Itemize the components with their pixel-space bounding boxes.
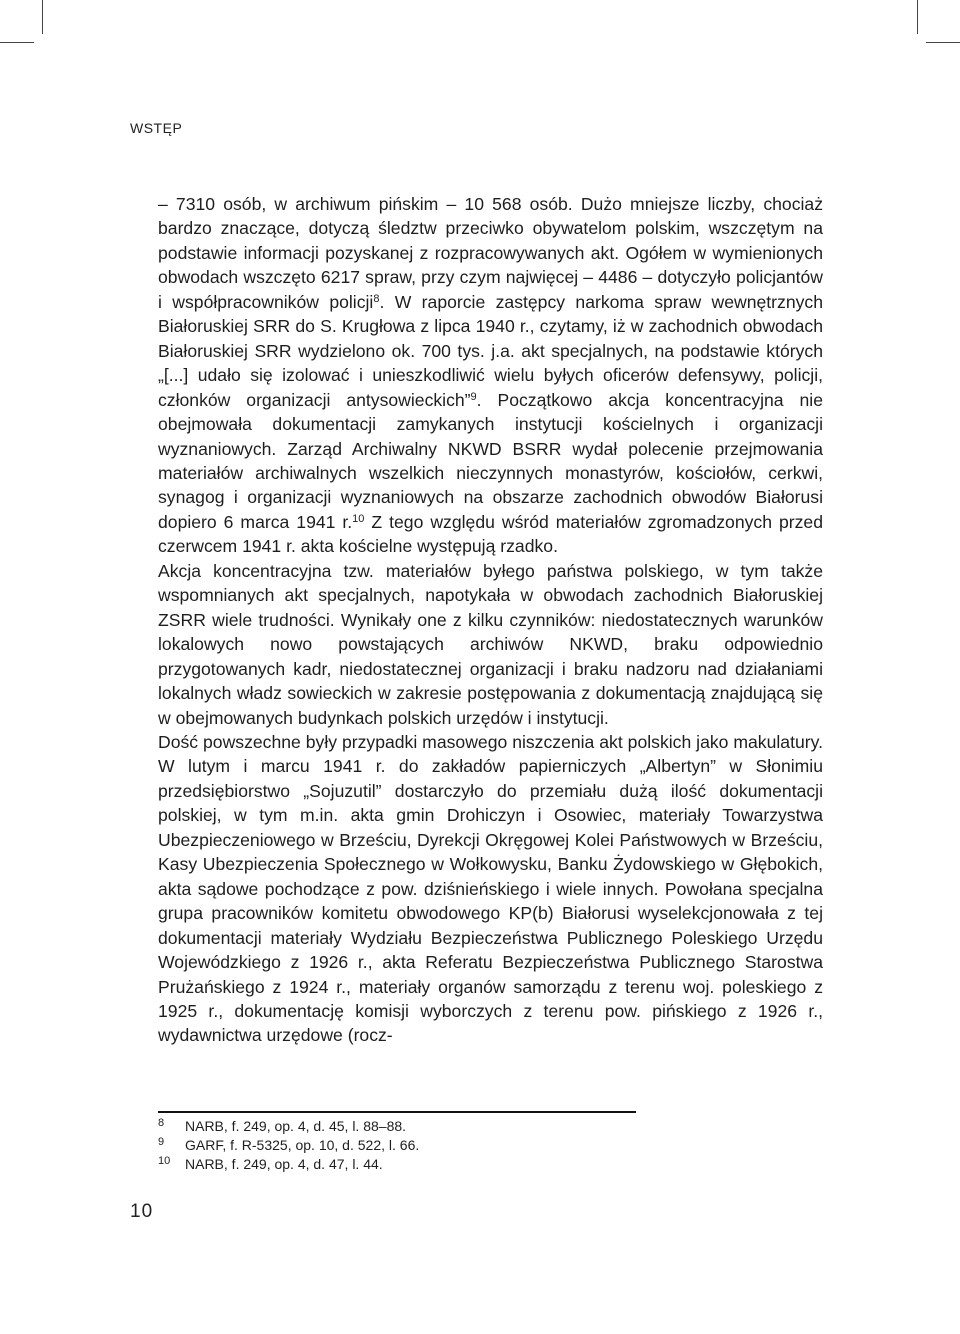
paragraph-1-text-b: . W raporcie zastępcy narkoma spraw wewnętrznych Białoruskiej SRR do S. Krugłowa z lipca 1940 r., czytamy, iż w zachodnich obwodach Białoruskiej SRR wydzielono ok. 700 tys. j.a. akt specjalnych, na podstawie których „[...] udało się izolować i unieszkodliwić wielu byłych oficerów defensywy, policji, członków organizacji antysowieckich”: [158, 291, 823, 410]
paragraph-1-text-c: . Początkowo akcja koncentracyjna nie obejmowała dokumentacji zamykanych instytucji kościelnych i organizacji wyznaniowych. Zarząd Archiwalny NKWD BSRR wydał polecenie przejmowania materiałów archiwalnych wszelkich nieczynnych monastyrów, kościołów, cerkwi, synagog i organizacji wyznaniowych na obszarze zachodnich obwodów Białorusi dopiero 6 marca 1941 r.: [158, 389, 824, 532]
footnote-ref-8[interactable]: 8: [373, 292, 380, 305]
footnote-ref-9[interactable]: 9: [470, 390, 477, 403]
crop-mark-top-left-vertical: [42, 0, 43, 34]
paragraph-2: Akcja koncentracyjna tzw. materiałów byłego państwa polskiego, w tym także wspomnianych akt specjalnych, napotykała w obwodach zachodnich Białoruskiej ZSRR wiele trudności. Wynikały one z kilku czynników: niedostatecznych warunków lokalowych nowo powstających archiwów NKWD, braku odpowiednio przygotowanych kadr, niedostatecznej organizacji i braku nadzoru nad działaniami lokalnych władz sowieckich w zakresie postępowania z dokumentacją znajdującą się w obejmowanych budynkach polskich urzędów i instytucji.: [158, 560, 823, 728]
page-number: 10: [130, 1201, 154, 1222]
paragraph-1-text-a: – 7310 osób, w archiwum pińskim – 10 568 osób. Dużo mniejsze liczby, chociaż bardzo znaczące, dotyczą śledztw przeciwko obywatelom polskim, wszczętym na podstawie informacji pozyskanej z rozpracowywanych akt. Ogółem w wymienionych obwodach wszczęto 6217 spraw, przy czym najwięcej – 4486 – dotyczyło policjantów i współpracowników policji: [158, 194, 823, 312]
footnote-separator: [158, 1111, 636, 1113]
footnote-text: NARB, f. 249, op. 4, d. 45, l. 88–88.: [185, 1118, 407, 1134]
footnote-number: 9: [158, 1136, 165, 1148]
running-head: WSTĘP: [130, 120, 183, 136]
crop-mark-top-right-horizontal: [926, 42, 960, 43]
crop-mark-top-left-horizontal: [0, 42, 34, 43]
paragraph-1-text-d: Z tego względu wśród materiałów zgromadzonych przed czerwcem 1941 r. akta kościelne występują rzadko.: [158, 511, 823, 557]
crop-mark-top-right-vertical: [917, 0, 918, 34]
footnote-text: GARF, f. R-5325, op. 10, d. 522, l. 66.: [185, 1137, 420, 1153]
footnote-number: 10: [158, 1155, 171, 1167]
paragraph-3: Dość powszechne były przypadki masowego niszczenia akt polskich jako makulatury. W lutym i marcu 1941 r. do zakładów papierniczych „Albertyn” w Słonimiu przedsiębiorstwo „Sojuzutil” dostarczyło do przemiału dużą ilość dokumentacji polskiej, w tym m.in. akta gmin Drohiczyn i Osowiec, materiały Towarzystwa Ubezpieczeniowego w Brześciu, Dyrekcji Okręgowej Kolei Państwowych w Brześciu, Kasy Ubezpieczenia Społecznego w Wołkowysku, Banku Żydowskiego w Głębokich, akta sądowe pochodzące z pow. dziśnieńskiego i wiele innych. Powołana specjalna grupa pracowników komitetu obwodowego KP(b) Białorusi wyselekcjonowała z tej dokumentacji materiały Wydziału Bezpieczeństwa Publicznego Poleskiego Urzędu Wojewódzkiego z 1926 r., akta Referatu Bezpieczeństwa Publicznego Starostwa Prużańskiego z 1924 r., materiały organów samorządu z terenu woj. poleskiego z 1925 r., dokumentację komisji wyborczych z terenu pow. pińskiego z 1926 r., wydawnictwa urzędowe (rocz-: [158, 731, 823, 1046]
footnote-number: 8: [158, 1117, 165, 1129]
main-text: [158, 192, 823, 1048]
footnote-ref-10[interactable]: 10: [352, 512, 365, 525]
paragraph-1: [158, 192, 823, 559]
footnote-text: NARB, f. 249, op. 4, d. 47, l. 44.: [185, 1156, 383, 1172]
